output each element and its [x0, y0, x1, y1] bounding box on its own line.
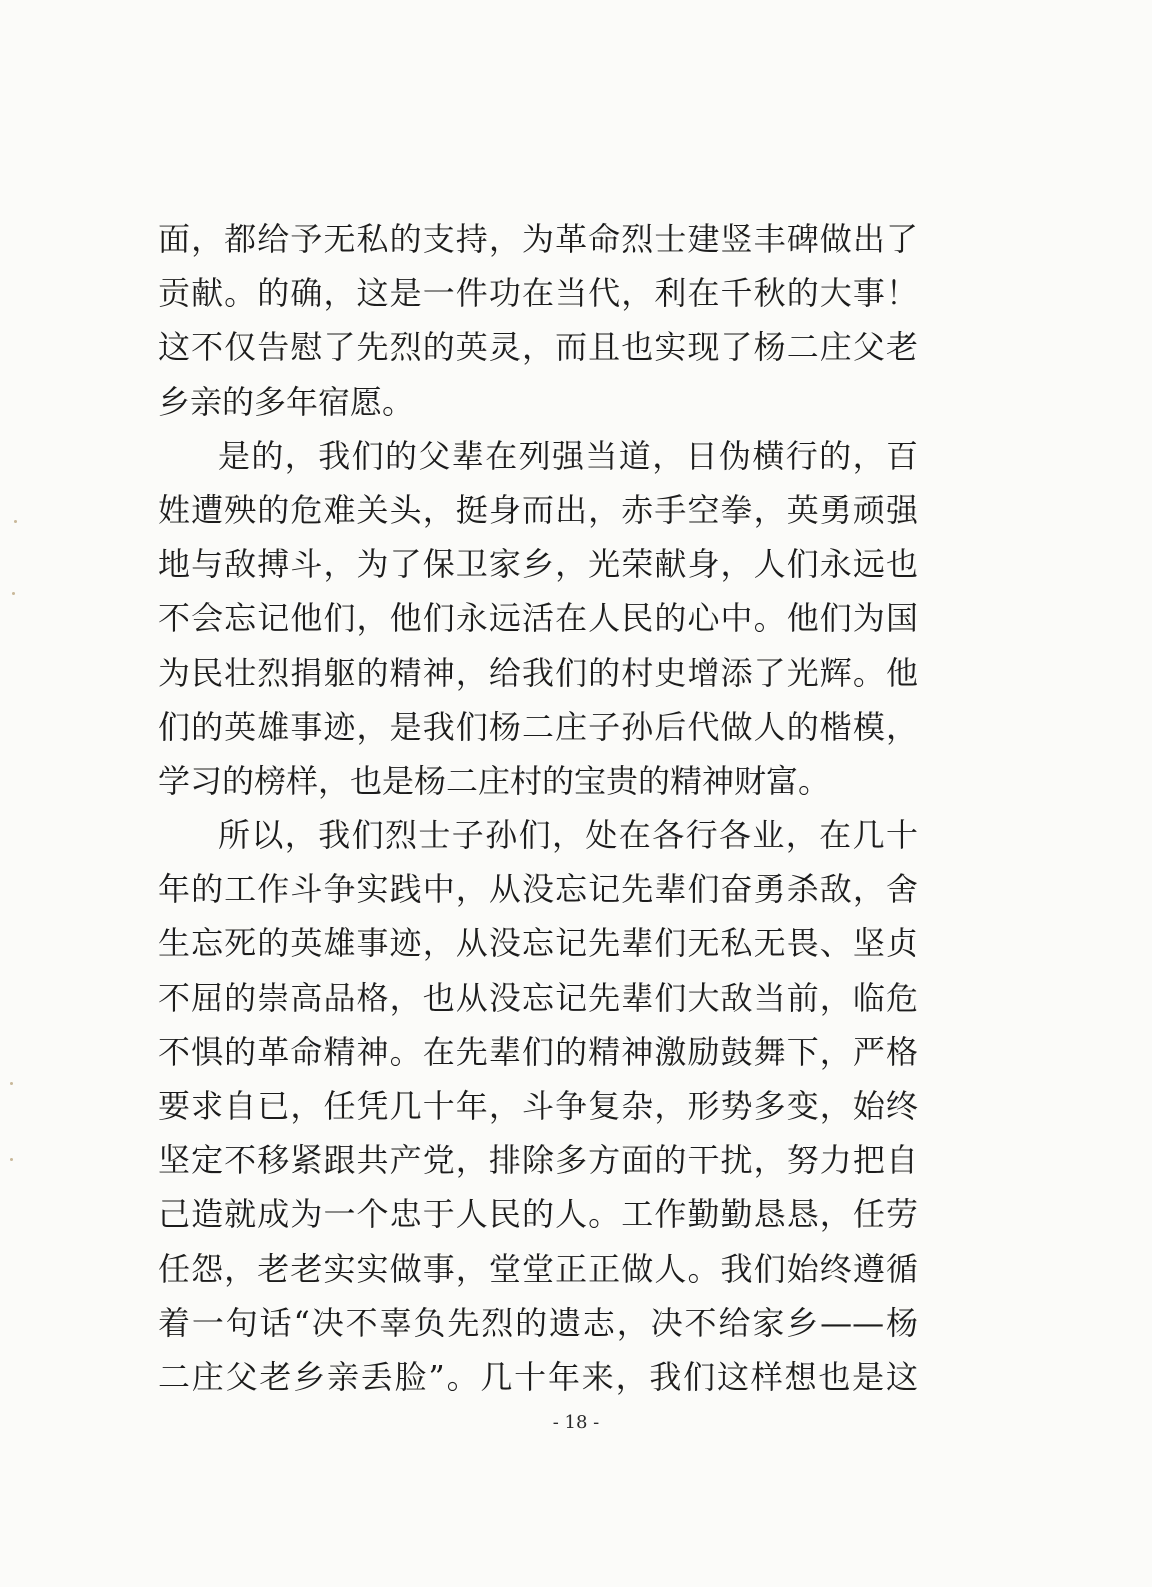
text-line: 不屈的崇高品格，也从没忘记先辈们大敌当前，临危	[158, 978, 918, 1017]
text-line: 任怨，老老实实做事，堂堂正正做人。我们始终遵循	[158, 1249, 918, 1288]
text-line: 这不仅告慰了先烈的英灵，而且也实现了杨二庄父老	[158, 328, 918, 367]
text-line: 贡献。的确，这是一件功在当代，利在千秋的大事！	[158, 274, 918, 313]
text-line: 是的，我们的父辈在列强当道，日伪横行的，百	[218, 436, 918, 475]
text-line: 所以，我们烈士子孙们，处在各行各业，在几十	[218, 816, 918, 855]
text-line: 不会忘记他们，他们永远活在人民的心中。他们为国	[158, 599, 918, 638]
body-text	[158, 212, 918, 1404]
text-line: 学习的榜样，也是杨二庄村的宝贵的精神财富。	[158, 761, 831, 800]
scan-speck	[10, 1082, 13, 1085]
text-line: 己造就成为一个忠于人民的人。工作勤勤恳恳，任劳	[158, 1195, 918, 1234]
text-line: 为民壮烈捐躯的精神，给我们的村史增添了光辉。他	[158, 653, 918, 692]
text-line: 地与敌搏斗，为了保卫家乡，光荣献身，人们永远也	[158, 545, 918, 584]
text-line: 二庄父老乡亲丢脸”。几十年来，我们这样想也是这	[158, 1357, 918, 1396]
text-line: 着一句话“决不辜负先烈的遗志，决不给家乡——杨	[158, 1303, 918, 1342]
text-line: 不惧的革命精神。在先辈们的精神激励鼓舞下，严格	[158, 1032, 918, 1071]
text-line: 坚定不移紧跟共产党，排除多方面的干扰，努力把自	[158, 1141, 918, 1180]
text-line: 乡亲的多年宿愿。	[158, 382, 415, 421]
scan-speck	[14, 520, 17, 523]
text-line: 面，都给予无私的支持，为革命烈士建竖丰碑做出了	[158, 220, 918, 258]
text-line: 生忘死的英雄事迹，从没忘记先辈们无私无畏、坚贞	[158, 924, 918, 963]
text-line: 姓遭殃的危难关头，挺身而出，赤手空拳，英勇顽强	[158, 490, 918, 529]
scan-speck	[10, 1158, 13, 1161]
text-line: 们的英雄事迹，是我们杨二庄子孙后代做人的楷模，	[158, 707, 918, 746]
text-line: 要求自已，任凭几十年，斗争复杂，形势多变，始终	[158, 1087, 918, 1125]
text-line: 年的工作斗争实践中，从没忘记先辈们奋勇杀敌，舍	[158, 870, 918, 909]
scan-speck	[12, 592, 15, 595]
page-number: - 18 -	[552, 1412, 600, 1433]
